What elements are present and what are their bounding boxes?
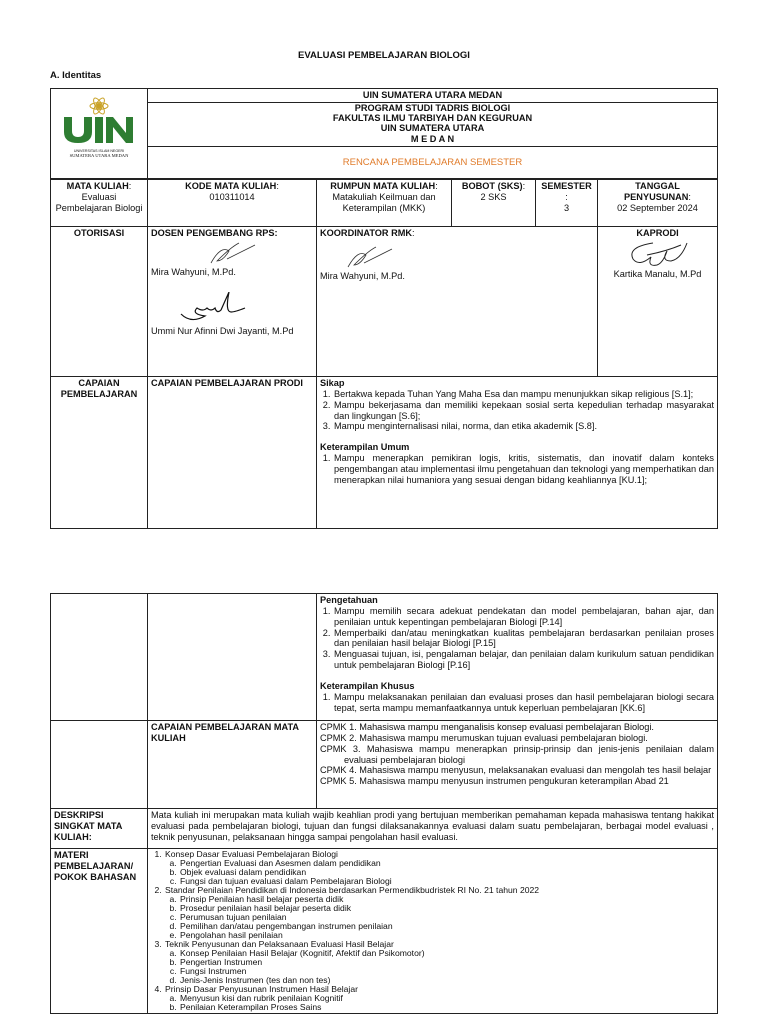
- cpmk-item: CPMK 5. Mahasiswa mampu menyusun instrumen pengukuran keterampilan Abad 21: [320, 776, 669, 787]
- materi-subtopic: b. Prosedur penilaian hasil belajar peserta didik: [179, 904, 714, 913]
- sikap-item: 3. Mampu menginternalisasi nilai, norma, dan etika akademik [S.8].: [333, 421, 714, 432]
- colon: :: [688, 191, 691, 202]
- institution-cell: [148, 89, 718, 147]
- materi-subtopic: a. Prinsip Penilaian hasil belajar peserta didik: [179, 895, 714, 904]
- pengetahuan-title: Pengetahuan: [320, 595, 378, 605]
- cpmk-item: CPMK 2. Mahasiswa mampu merumuskan tujuan evaluasi pembelajaran biologi.: [320, 732, 648, 743]
- deskripsi-text: Mata kuliah ini merupakan mata kuliah wajib keahlian prodi yang bertujuan memberikan pemahaman kepada mahasiswa tentang hakikat evaluasi pada pembelajaran biologi, tujuan dan fungsi dilaksanakannya evaluasi dalam suatu pembelajaran, berbagai model evaluasi , teknik penyusunan, pelaksanaan hingga sampai pengolahan hasil evaluasi.: [148, 809, 718, 849]
- kode-label: KODE MATA KULIAH: [185, 181, 277, 191]
- materi-topic-title: Prinsip Dasar Penyusunan Instrumen Hasil Belajar: [165, 984, 358, 995]
- materi-subtopic: b. Pengertian Instrumen: [179, 958, 714, 967]
- rps-title: RENCANA PEMBELAJARAN SEMESTER: [148, 147, 718, 179]
- institution-line: UIN SUMATERA UTARA MEDAN: [148, 89, 717, 103]
- mata-kuliah-label: MATA KULIAH: [66, 181, 129, 191]
- koordinator-label: KOORDINATOR RMK: [320, 228, 413, 238]
- materi-subtopic-list: [165, 859, 714, 886]
- keterampilan-khusus-title: Keterampilan Khusus: [320, 681, 415, 692]
- materi-topic: [164, 850, 714, 886]
- materi-subtopic: a. Pengertian Evaluasi dan Asesmen dalam pendidikan: [179, 859, 714, 868]
- document-title: EVALUASI PEMBELAJARAN BIOLOGI: [298, 50, 470, 61]
- logo-caption: UNIVERSITAS ISLAM NEGERI: [73, 149, 125, 153]
- colon: :: [412, 228, 415, 238]
- signature-icon: [342, 241, 402, 271]
- keterampilan-umum-title: Keterampilan Umum: [320, 442, 410, 453]
- institution-line: UIN SUMATERA UTARA: [380, 123, 485, 134]
- materi-topic-title: Standar Penilaian Pendidikan di Indonesia berdasarkan Permendikbudristek RI No. 21 tahun 2022: [165, 885, 540, 896]
- materi-subtopic-list: [165, 895, 714, 940]
- materi-subtopic: b. Penilaian Keterampilan Proses Sains: [179, 1003, 714, 1012]
- signature-icon: [623, 239, 693, 269]
- semester-cell: [536, 180, 598, 227]
- mata-kuliah-value: Evaluasi Pembelajaran Biologi: [55, 191, 143, 213]
- materi-subtopic: a. Menyusun kisi dan rubrik penilaian Kognitif: [179, 994, 714, 1003]
- cpmk-item: CPMK 4. Mahasiswa mampu menyusun, melaksanakan evaluasi dan mengolah tes hasil belajar: [320, 765, 712, 776]
- colon: :: [435, 181, 438, 191]
- cpmk-label: CAPAIAN PEMBELAJARAN MATA KULIAH: [148, 721, 317, 809]
- empty-cell: [148, 594, 317, 721]
- dosen-name: Mira Wahyuni, M.Pd.: [151, 266, 236, 277]
- rumpun-cell: [317, 180, 452, 227]
- materi-content: [148, 849, 718, 1014]
- koordinator-name: Mira Wahyuni, M.Pd.: [320, 270, 405, 281]
- keterampilan-umum-list: [320, 453, 714, 486]
- signature-icon: [205, 239, 265, 267]
- materi-label: MATERI PEMBELAJARAN/ POKOK BAHASAN: [51, 849, 148, 1014]
- logo-cell: [51, 89, 148, 179]
- materi-subtopic: b. Objek evaluasi dalam pendidikan: [179, 868, 714, 877]
- otorisasi-label: OTORISASI: [51, 227, 148, 377]
- semester-label: SEMESTER: [541, 181, 592, 191]
- kaprodi-cell: [598, 227, 718, 377]
- materi-subtopic: e. Pengolahan hasil penilaian: [179, 931, 714, 940]
- tanggal-label: TANGGAL PENYUSUNAN: [624, 181, 689, 202]
- bobot-cell: [452, 180, 536, 227]
- pengetahuan-item: 2. Memperbaiki dan/atau meningkatkan kualitas pembelajaran berdasarkan penilaian proses dan penilaian hasil belajar Biologi [P.15]: [333, 628, 714, 650]
- sikap-list: [320, 389, 714, 432]
- koordinator-cell: [317, 227, 598, 377]
- section-heading: A. Identitas: [50, 70, 102, 81]
- rumpun-label: RUMPUN MATA KULIAH: [330, 181, 436, 191]
- tanggal-cell: [598, 180, 718, 227]
- cpmk-content: [317, 721, 718, 809]
- materi-topic: [164, 886, 714, 940]
- sikap-item: 1. Bertakwa kepada Tuhan Yang Maha Esa dan mampu menunjukkan sikap religious [S.1];: [333, 389, 714, 400]
- colon: :: [128, 181, 132, 191]
- capaian-label: CAPAIAN PEMBELAJARAN: [51, 377, 148, 529]
- kode-cell: [148, 180, 317, 227]
- materi-subtopic: c. Fungsi Instrumen: [179, 967, 714, 976]
- institution-line: M E D A N: [410, 133, 455, 144]
- cpl-prodi-content: [317, 377, 718, 529]
- materi-topic: [164, 940, 714, 985]
- colon: :: [565, 191, 568, 202]
- capaian-continued-table: [50, 593, 718, 1014]
- keterampilan-umum-item: 1. Mampu menerapkan pemikiran logis, kritis, sistematis, dan inovatif dalam konteks pengembangan atau implementasi ilmu pengetahuan dan teknologi yang memperhatikan dan menerapkan nilai humaniora yang sesuai dengan bidang keahliannya [KU.1];: [333, 453, 714, 486]
- pengetahuan-item: 1. Mampu memilih secara adekuat pendekatan dan model pembelajaran, bahan ajar, dan penilaian untuk kepentingan pembelajaran Biologi [P.14]: [333, 606, 714, 628]
- header-table: [50, 88, 718, 179]
- sikap-item: 2. Mampu bekerjasama dan memiliki kepekaan sosial serta kepedulian terhadap masyarakat dan lingkungan [S.6];: [333, 400, 714, 422]
- pengetahuan-item: 3. Menguasai tujuan, isi, pengalaman belajar, dan penilaian dalam kurikulum satuan pendidikan untuk pembelajaran Biologi [P.16]: [333, 649, 714, 671]
- materi-topic-title: Konsep Dasar Evaluasi Pembelajaran Biologi: [165, 849, 338, 859]
- logo-caption: SUMATERA UTARA MEDAN: [69, 153, 129, 159]
- keterampilan-khusus-list: [320, 692, 714, 714]
- identity-table: [50, 179, 718, 529]
- uin-logo-icon: [58, 95, 140, 147]
- dosen-name: Ummi Nur Afinni Dwi Jayanti, M.Pd: [151, 325, 294, 336]
- dosen-label: DOSEN PENGEMBANG RPS:: [151, 228, 278, 238]
- materi-subtopic: c. Fungsi dan tujuan evaluasi dalam Pembelajaran Biologi: [179, 877, 714, 886]
- signature-icon: [175, 292, 255, 326]
- deskripsi-label: DESKRIPSI SINGKAT MATA KULIAH:: [51, 809, 148, 849]
- materi-topic: [164, 985, 714, 1012]
- sikap-title: Sikap: [320, 378, 345, 388]
- bobot-label: BOBOT (SKS): [461, 181, 523, 191]
- kode-value: 010311014: [209, 191, 255, 202]
- pengetahuan-list: [320, 606, 714, 671]
- keterampilan-khusus-item: 1. Mampu melaksanakan penilaian dan evaluasi proses dan hasil pembelajaran biologi secara tepat, serta mampu memanfaatkannya untuk keperluan pembelajaran [KK.6]: [333, 692, 714, 714]
- kaprodi-label: KAPRODI: [636, 228, 679, 238]
- colon: :: [522, 181, 526, 191]
- institution-line: PROGRAM STUDI TADRIS BIOLOGI: [354, 102, 511, 113]
- materi-subtopic-list: [165, 949, 714, 985]
- materi-subtopic-list: [165, 994, 714, 1012]
- materi-subtopic: c. Perumusan tujuan penilaian: [179, 913, 714, 922]
- rumpun-value: Matakuliah Keilmuan dan Keterampilan (MKK): [332, 191, 436, 213]
- dosen-cell: [148, 227, 317, 377]
- materi-subtopic: d. Pemilihan dan/atau pengembangan instrumen penilaian: [179, 922, 714, 931]
- cpmk-item: CPMK 1. Mahasiswa mampu menganalisis konsep evaluasi pembelajaran Biologi.: [320, 722, 654, 732]
- materi-subtopic: a. Konsep Penilaian Hasil Belajar (Kognitif, Afektif dan Psikomotor): [179, 949, 714, 958]
- materi-topic-title: Teknik Penyusunan dan Pelaksanaan Evaluasi Hasil Belajar: [165, 939, 394, 950]
- semester-value: 3: [563, 202, 570, 213]
- empty-cell: [51, 594, 148, 721]
- kaprodi-name: Kartika Manalu, M.Pd: [613, 268, 702, 279]
- institution-line: FAKULTAS ILMU TARBIYAH DAN KEGURUAN: [332, 113, 533, 124]
- cpmk-item: CPMK 3. Mahasiswa mampu menerapkan prinsip-prinsip dan jenis-jenis penilaian dalam evaluasi pembelajaran biologi: [320, 743, 714, 765]
- bobot-value: 2 SKS: [480, 191, 507, 202]
- materi-topic-list: [151, 850, 714, 1012]
- tanggal-value: 02 September 2024: [617, 202, 698, 213]
- colon: :: [276, 181, 279, 191]
- materi-subtopic: d. Jenis-Jenis Instrumen (tes dan non tes): [179, 976, 714, 985]
- cpl-prodi-label: CAPAIAN PEMBELAJARAN PRODI: [148, 377, 317, 529]
- mata-kuliah-cell: [51, 180, 148, 227]
- empty-cell: [51, 721, 148, 809]
- pengetahuan-content: [317, 594, 718, 721]
